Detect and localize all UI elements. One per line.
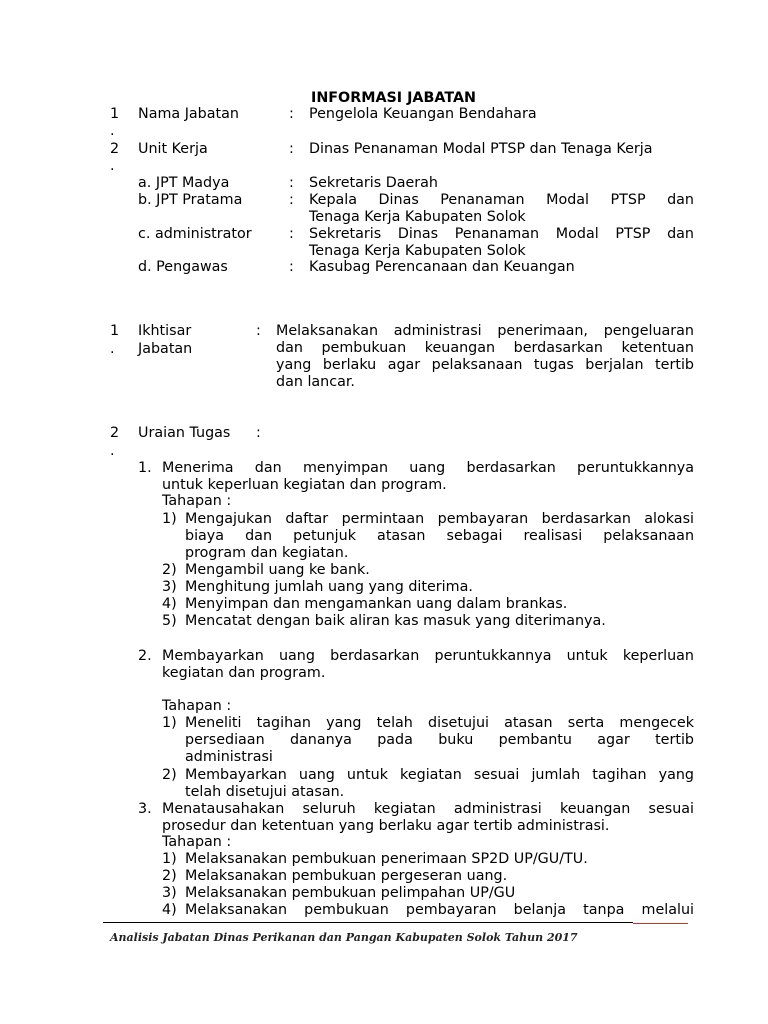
document-title: INFORMASI JABATAN <box>311 90 477 106</box>
step-number: 2) <box>162 562 177 578</box>
footer-rule-accent <box>633 923 688 924</box>
field-value-jpt-madya: Sekretaris Daerah <box>309 175 438 191</box>
step-text-line: Melaksanakan pembukuan pelimpahan UP/GU <box>185 885 516 901</box>
section-number-dot: . <box>110 443 115 459</box>
task-text-line: Membayarkan uang berdasarkan peruntukkannya untuk keperluan <box>162 648 694 664</box>
tahapan-label: Tahapan : <box>162 698 232 714</box>
field-value-administrator: Sekretaris Dinas Penanaman Modal PTSP dan <box>309 226 694 242</box>
section-number-dot: . <box>110 341 115 357</box>
row-number: 1 <box>110 106 120 122</box>
task-number: 3. <box>138 801 152 817</box>
step-text-line: Mengajukan daftar permintaan pembayaran berdasarkan alokasi <box>185 511 694 527</box>
ikhtisar-text-line: Melaksanakan administrasi penerimaan, pengeluaran <box>276 323 694 339</box>
field-value-jpt-pratama: Kepala Dinas Penanaman Modal PTSP dan <box>309 192 694 208</box>
task-text-line: Menerima dan menyimpan uang berdasarkan peruntukkannya <box>162 460 694 476</box>
colon: : <box>289 259 294 275</box>
ikhtisar-text-line: dan lancar. <box>276 374 355 390</box>
step-text-line: Meneliti tagihan yang telah disetujui atasan serta mengecek <box>185 715 694 731</box>
step-text-line: Melaksanakan pembukuan pergeseran uang. <box>185 868 508 884</box>
field-value-nama-jabatan: Pengelola Keuangan Bendahara <box>309 106 537 122</box>
step-number: 3) <box>162 579 177 595</box>
step-number: 3) <box>162 885 177 901</box>
colon: : <box>256 323 261 339</box>
row-number-dot: . <box>110 123 115 139</box>
row-number: 2 <box>110 141 120 157</box>
task-text-line: prosedur dan ketentuan yang berlaku agar tertib administrasi. <box>162 818 610 834</box>
field-value-administrator-cont: Tenaga Kerja Kabupaten Solok <box>309 243 526 259</box>
section-label-uraian-tugas: Uraian Tugas <box>138 425 231 441</box>
colon: : <box>289 226 294 242</box>
step-number: 4) <box>162 902 177 918</box>
step-text-line: Melaksanakan pembukuan pembayaran belanja tanpa melalui <box>185 902 694 918</box>
step-text-line: persediaan dananya pada buku pembantu agar tertib <box>185 732 694 748</box>
tahapan-label: Tahapan : <box>162 493 232 509</box>
step-text-line: program dan kegiatan. <box>185 545 349 561</box>
field-label-administrator: c. administrator <box>138 226 252 242</box>
task-number: 1. <box>138 460 152 476</box>
ikhtisar-text-line: dan pembukuan keuangan berdasarkan ketentuan <box>276 340 694 356</box>
step-text-line: Mengambil uang ke bank. <box>185 562 370 578</box>
section-label-jabatan: Jabatan <box>138 341 193 357</box>
step-number: 1) <box>162 715 177 731</box>
field-value-jpt-pratama-cont: Tenaga Kerja Kabupaten Solok <box>309 209 526 225</box>
task-number: 2. <box>138 648 152 664</box>
step-number: 2) <box>162 767 177 783</box>
tahapan-label: Tahapan : <box>162 834 232 850</box>
section-number: 1 <box>110 323 120 339</box>
step-text-line: biaya dan petunjuk atasan sebagai realisasi pelaksanaan <box>185 528 694 544</box>
colon: : <box>256 425 261 441</box>
section-number: 2 <box>110 425 120 441</box>
step-number: 5) <box>162 613 177 629</box>
task-text-line: kegiatan dan program. <box>162 665 326 681</box>
footer-rule <box>103 922 633 923</box>
task-text-line: Menatausahakan seluruh kegiatan administrasi keuangan sesuai <box>162 801 694 817</box>
field-label-jpt-pratama: b. JPT Pratama <box>138 192 243 208</box>
field-label-jpt-madya: a. JPT Madya <box>138 175 230 191</box>
ikhtisar-text-line: yang berlaku agar pelaksanaan tugas berjalan tertib <box>276 357 694 373</box>
colon: : <box>289 192 294 208</box>
row-number-dot: . <box>110 158 115 174</box>
field-value-unit-kerja: Dinas Penanaman Modal PTSP dan Tenaga Kerja <box>309 141 653 157</box>
step-number: 1) <box>162 511 177 527</box>
task-text-line: untuk keperluan kegiatan dan program. <box>162 477 447 493</box>
step-text-line: telah disetujui atasan. <box>185 784 345 800</box>
step-text-line: Menghitung jumlah uang yang diterima. <box>185 579 473 595</box>
step-text-line: Melaksanakan pembukuan penerimaan SP2D UP/GU/TU. <box>185 851 588 867</box>
section-label-ikhtisar: Ikhtisar <box>138 323 192 339</box>
step-text-line: Menyimpan dan mengamankan uang dalam brankas. <box>185 596 568 612</box>
step-text-line: Membayarkan uang untuk kegiatan sesuai jumlah tagihan yang <box>185 767 694 783</box>
field-label-pengawas: d. Pengawas <box>138 259 228 275</box>
page-footer: Analisis Jabatan Dinas Perikanan dan Pangan Kabupaten Solok Tahun 2017 <box>110 931 578 944</box>
colon: : <box>289 141 294 157</box>
step-text-line: Mencatat dengan baik aliran kas masuk yang diterimanya. <box>185 613 606 629</box>
step-number: 1) <box>162 851 177 867</box>
field-label-nama-jabatan: Nama Jabatan <box>138 106 239 122</box>
step-text-line: administrasi <box>185 749 273 765</box>
colon: : <box>289 106 294 122</box>
colon: : <box>289 175 294 191</box>
field-value-pengawas: Kasubag Perencanaan dan Keuangan <box>309 259 575 275</box>
step-number: 4) <box>162 596 177 612</box>
field-label-unit-kerja: Unit Kerja <box>138 141 208 157</box>
step-number: 2) <box>162 868 177 884</box>
